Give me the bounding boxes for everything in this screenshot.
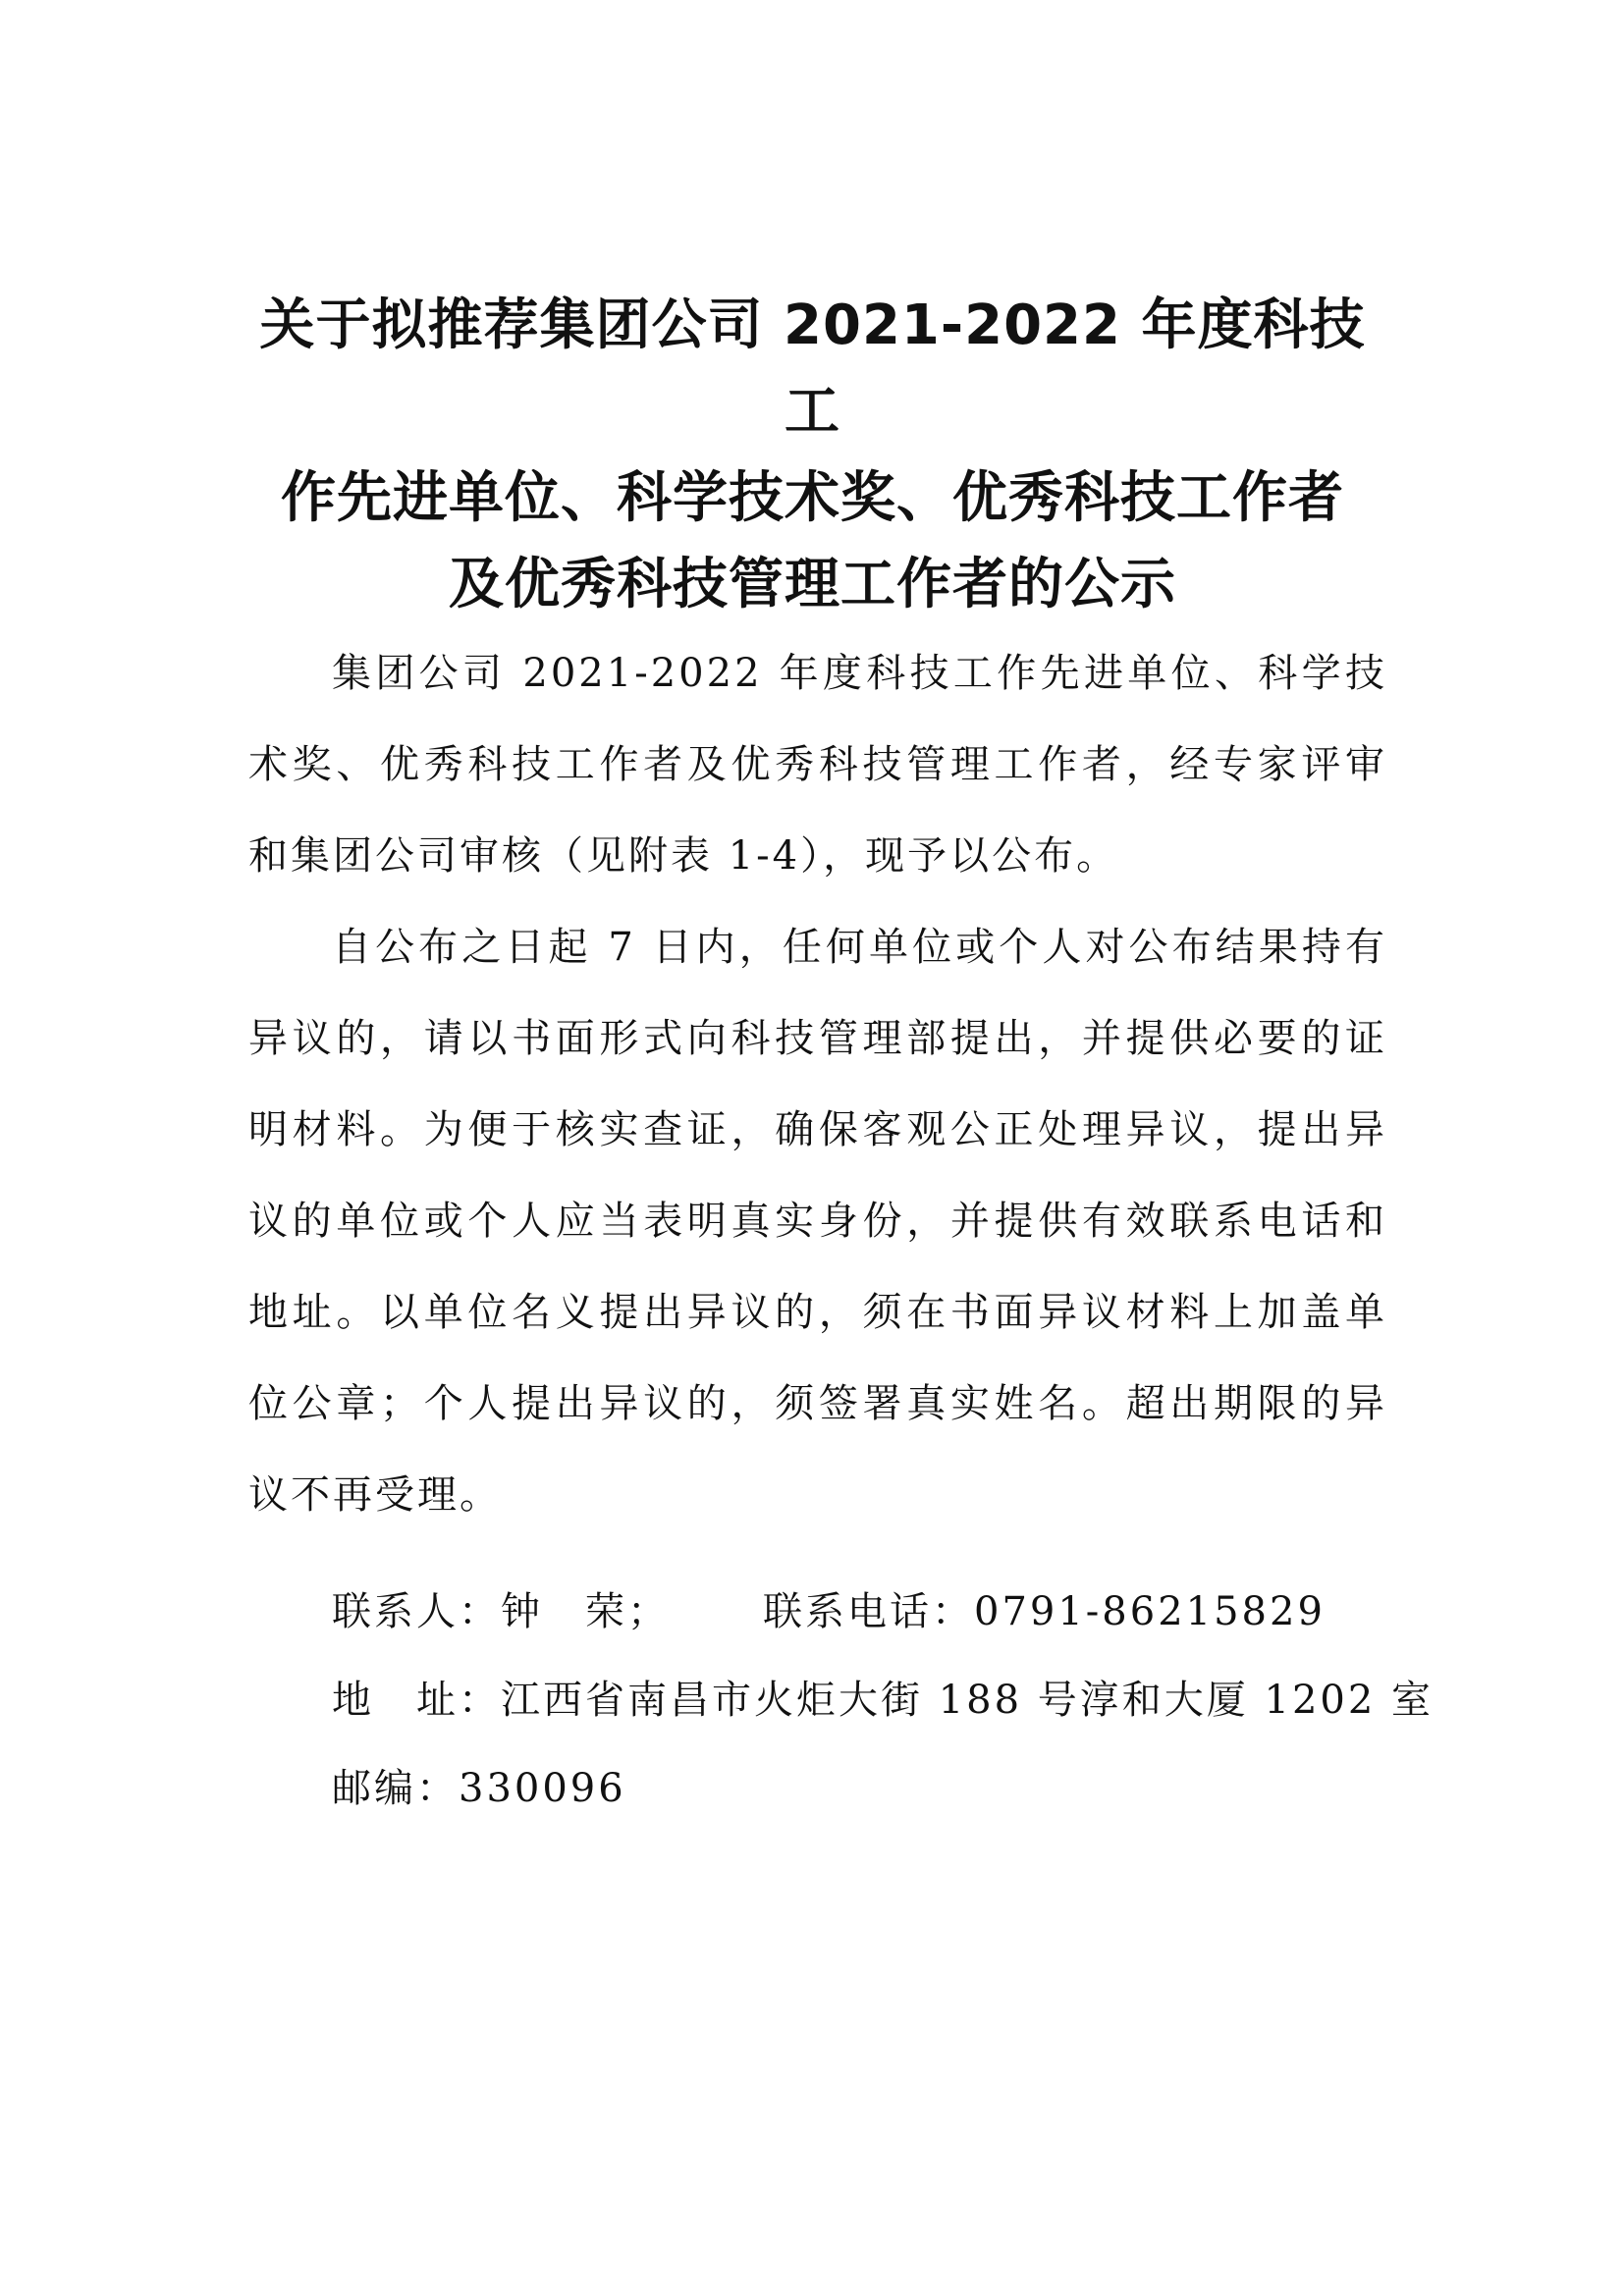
title-line-1: 关于拟推荐集团公司 2021-2022 年度科技工	[259, 294, 1366, 444]
paragraph-announcement: 集团公司 2021-2022 年度科技工作先进单位、科学技术奖、优秀科技工作者及优秀科技管理工作者，经专家评审和集团公司审核（见附表 1-4），现予以公布。	[248, 651, 1387, 879]
contact-person: 联系人：钟 荣；	[332, 1589, 670, 1634]
contact-block	[332, 1568, 1435, 1833]
title-line-3: 及优秀科技管理工作者的公示	[449, 553, 1176, 616]
contact-phone: 联系电话：0791-86215829	[763, 1589, 1326, 1634]
contact-address: 地 址：江西省南昌市火炬大街 188 号淳和大厦 1202 室	[332, 1678, 1435, 1723]
paragraph-objection-procedure: 自公布之日起 7 日内，任何单位或个人对公布结果持有异议的，请以书面形式向科技管理部提出，并提供必要的证明材料。为便于核实查证，确保客观公正处理异议，提出异议的单位或个人应当表明真实身份，并提供有效联系电话和地址。以单位名义提出异议的，须在书面异议材料上加盖单位公章；个人提出异议的，须签署真实姓名。超出期限的异议不再受理。	[248, 925, 1387, 1518]
notice-body	[248, 628, 1387, 1541]
title-line-2: 作先进单位、科学技术奖、优秀科技工作者	[281, 466, 1344, 530]
notice-title	[236, 283, 1389, 628]
contact-line-person	[332, 1568, 1392, 1656]
contact-postcode: 邮编：330096	[332, 1766, 626, 1811]
